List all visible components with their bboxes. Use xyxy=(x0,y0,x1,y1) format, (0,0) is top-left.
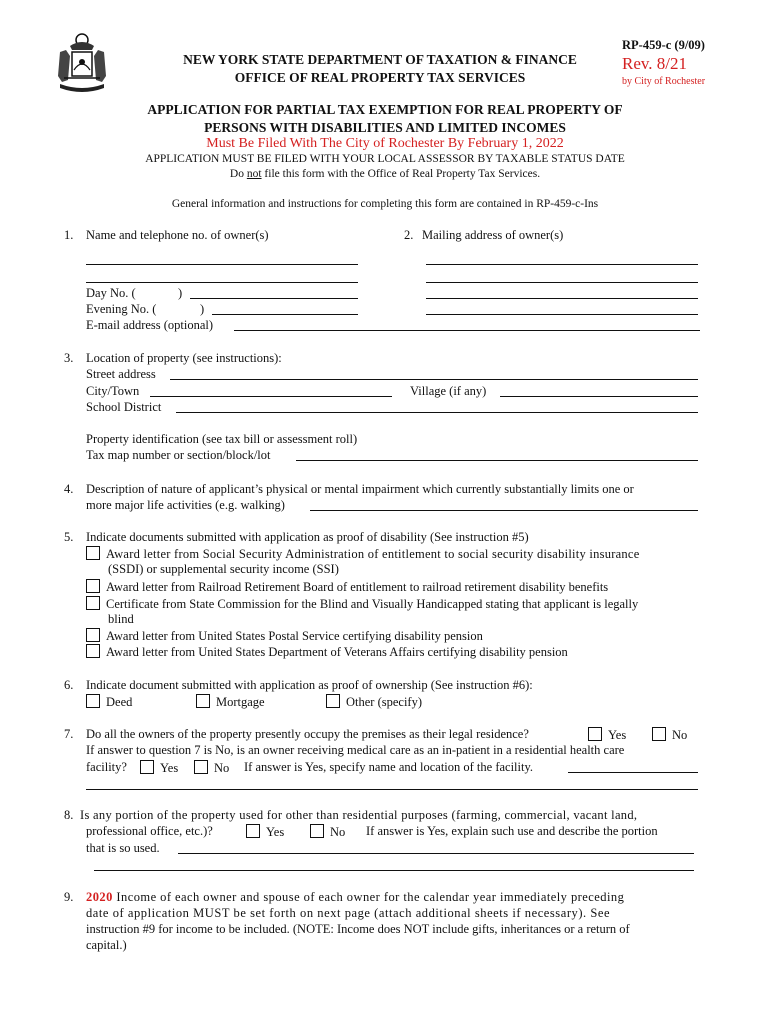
railroad-checkbox[interactable] xyxy=(86,579,100,593)
dept-name: NEW YORK STATE DEPARTMENT OF TAXATION & FINANCE xyxy=(183,52,577,67)
q9-text-line2: date of application MUST be set forth on next page (attach additional sheets if necessary). See xyxy=(86,906,611,920)
mailing-address-line-4[interactable] xyxy=(426,302,698,315)
owner-name-line-1[interactable] xyxy=(86,252,358,265)
city-town-field[interactable] xyxy=(150,384,392,397)
veterans-checkbox[interactable] xyxy=(86,644,100,658)
mailing-address-line-3[interactable] xyxy=(426,286,698,299)
q6-label: Indicate document submitted with application as proof of ownership (See instruction #6): xyxy=(86,678,533,692)
school-district-field[interactable] xyxy=(176,400,698,413)
street-address-label: Street address xyxy=(86,367,156,381)
q8-text-line2b: If answer is Yes, explain such use and describe the portion xyxy=(366,824,658,838)
ssdi-option-cont: (SSDI) or supplemental security income (SSI) xyxy=(108,562,339,576)
veterans-option[interactable]: Award letter from United States Department of Veterans Affairs certifying disability pension xyxy=(86,644,568,660)
blind-option-cont: blind xyxy=(108,612,134,626)
q7b-yes-checkbox[interactable] xyxy=(140,760,154,774)
impairment-description-field[interactable] xyxy=(310,498,698,511)
mailing-address-line-1[interactable] xyxy=(426,252,698,265)
q4-number: 4. xyxy=(64,482,74,496)
postal-option[interactable]: Award letter from United States Postal Service certifying disability pension xyxy=(86,628,483,644)
railroad-option[interactable]: Award letter from Railroad Retirement Board of entitlement to railroad retirement disability benefits xyxy=(86,579,608,595)
q2-number: 2. xyxy=(404,228,414,242)
q7-specify-label: If answer is Yes, specify name and location of the facility. xyxy=(244,760,534,774)
q9-text-line3: instruction #9 for income to be included. (NOTE: Income does NOT include gifts, inheritances or a return of xyxy=(86,922,630,936)
form-title-line2: PERSONS WITH DISABILITIES AND LIMITED INCOMES xyxy=(204,120,566,135)
revision: Rev. 8/21 xyxy=(622,54,688,73)
q7-number: 7. xyxy=(64,727,74,741)
q7-yes-option[interactable]: Yes xyxy=(588,727,626,743)
q1-number: 1. xyxy=(64,228,74,242)
day-phone-label: Day No. ( xyxy=(86,286,136,300)
q1-label: Name and telephone no. of owner(s) xyxy=(86,228,269,242)
q7b-yes-option[interactable]: Yes xyxy=(140,760,178,776)
q8-number: 8. xyxy=(64,808,74,822)
mortgage-checkbox[interactable] xyxy=(196,694,210,708)
evening-phone-label: Evening No. ( xyxy=(86,302,157,316)
do-not-file-note: Do not file this form with the Office of Real Property Tax Services. xyxy=(229,168,541,180)
day-phone-paren: ) xyxy=(178,286,183,300)
q7-facility-label: facility? xyxy=(86,760,127,774)
q9-number: 9. xyxy=(64,890,74,904)
q5-number: 5. xyxy=(64,530,74,544)
filing-deadline: Must Be Filed With The City of Rochester By February 1, 2022 xyxy=(206,136,564,151)
q4-text-line1: Description of nature of applicant’s physical or mental impairment which currently substantially limits one or xyxy=(86,482,634,496)
ny-state-seal xyxy=(52,30,112,96)
q6-number: 6. xyxy=(64,678,74,692)
form-title-line1: APPLICATION FOR PARTIAL TAX EXEMPTION FOR REAL PROPERTY OF xyxy=(147,102,623,117)
q8-text-line1: Is any portion of the property used for other than residential purposes (farming, commercial, vacant land, xyxy=(80,808,638,822)
school-district-label: School District xyxy=(86,400,162,414)
q8-yes-option[interactable]: Yes xyxy=(246,824,284,840)
q5-label: Indicate documents submitted with application as proof of disability (See instruction #5) xyxy=(86,530,529,544)
blind-option[interactable]: Certificate from State Commission for the Blind and Visually Handicapped stating that applicant is legally xyxy=(86,596,638,612)
email-field[interactable] xyxy=(234,318,700,331)
q7-text-line2: If answer to question 7 is No, is an owner receiving medical care as an in-patient in a residential health care xyxy=(86,743,625,757)
q8-no-option[interactable]: No xyxy=(310,824,345,840)
mailing-address-line-2[interactable] xyxy=(426,270,698,283)
q9-text-line4: capital.) xyxy=(86,938,127,952)
filing-note: APPLICATION MUST BE FILED WITH YOUR LOCAL ASSESSOR BY TAXABLE STATUS DATE xyxy=(145,153,625,165)
revised-by: by City of Rochester xyxy=(622,76,706,87)
owner-name-line-2[interactable] xyxy=(86,270,358,283)
property-id-label: Property identification (see tax bill or assessment roll) xyxy=(86,432,358,446)
email-label: E-mail address (optional) xyxy=(86,318,214,332)
deed-checkbox[interactable] xyxy=(86,694,100,708)
income-year: 2020 xyxy=(86,890,113,904)
other-option[interactable]: Other (specify) xyxy=(326,694,422,710)
q4-text-line2: more major life activities (e.g. walking) xyxy=(86,498,285,512)
q3-number: 3. xyxy=(64,351,74,365)
q8-text-line3: that is so used. xyxy=(86,841,160,855)
village-field[interactable] xyxy=(500,384,698,397)
q7-text-line1: Do all the owners of the property presently occupy the premises as their legal residence? xyxy=(86,727,529,741)
use-description-field-2[interactable] xyxy=(94,858,694,871)
use-description-field[interactable] xyxy=(178,841,694,854)
general-info-note: General information and instructions for completing this form are contained in RP-459-c-Ins xyxy=(171,198,599,210)
q8-no-checkbox[interactable] xyxy=(310,824,324,838)
facility-field-2[interactable] xyxy=(86,777,698,790)
q7-no-option[interactable]: No xyxy=(652,727,687,743)
q7-no-checkbox[interactable] xyxy=(652,727,666,741)
day-phone-field[interactable] xyxy=(190,286,358,299)
q7b-no-option[interactable]: No xyxy=(194,760,229,776)
evening-phone-field[interactable] xyxy=(212,302,358,315)
deed-option[interactable]: Deed xyxy=(86,694,132,710)
q2-label: Mailing address of owner(s) xyxy=(422,228,564,242)
village-label: Village (if any) xyxy=(410,384,487,398)
ssdi-option[interactable]: Award letter from Social Security Administration of entitlement to social security disability insurance xyxy=(86,546,640,562)
q8-text-line2a: professional office, etc.)? xyxy=(86,824,213,838)
q8-yes-checkbox[interactable] xyxy=(246,824,260,838)
facility-field[interactable] xyxy=(568,760,698,773)
q9-text-line1: 2020 Income of each owner and spouse of each owner for the calendar year immediately preceding xyxy=(86,890,625,904)
mortgage-option[interactable]: Mortgage xyxy=(196,694,265,710)
q7b-no-checkbox[interactable] xyxy=(194,760,208,774)
evening-phone-paren: ) xyxy=(200,302,205,316)
q7-yes-checkbox[interactable] xyxy=(588,727,602,741)
postal-checkbox[interactable] xyxy=(86,628,100,642)
q3-label: Location of property (see instructions): xyxy=(86,351,282,365)
blind-checkbox[interactable] xyxy=(86,596,100,610)
street-address-field[interactable] xyxy=(170,367,698,380)
city-town-label: City/Town xyxy=(86,384,140,398)
tax-map-field[interactable] xyxy=(296,448,698,461)
form-number: RP-459-c (9/09) xyxy=(622,38,705,52)
tax-map-label: Tax map number or section/block/lot xyxy=(86,448,271,462)
office-name: OFFICE OF REAL PROPERTY TAX SERVICES xyxy=(234,70,526,85)
ssdi-checkbox[interactable] xyxy=(86,546,100,560)
other-checkbox[interactable] xyxy=(326,694,340,708)
